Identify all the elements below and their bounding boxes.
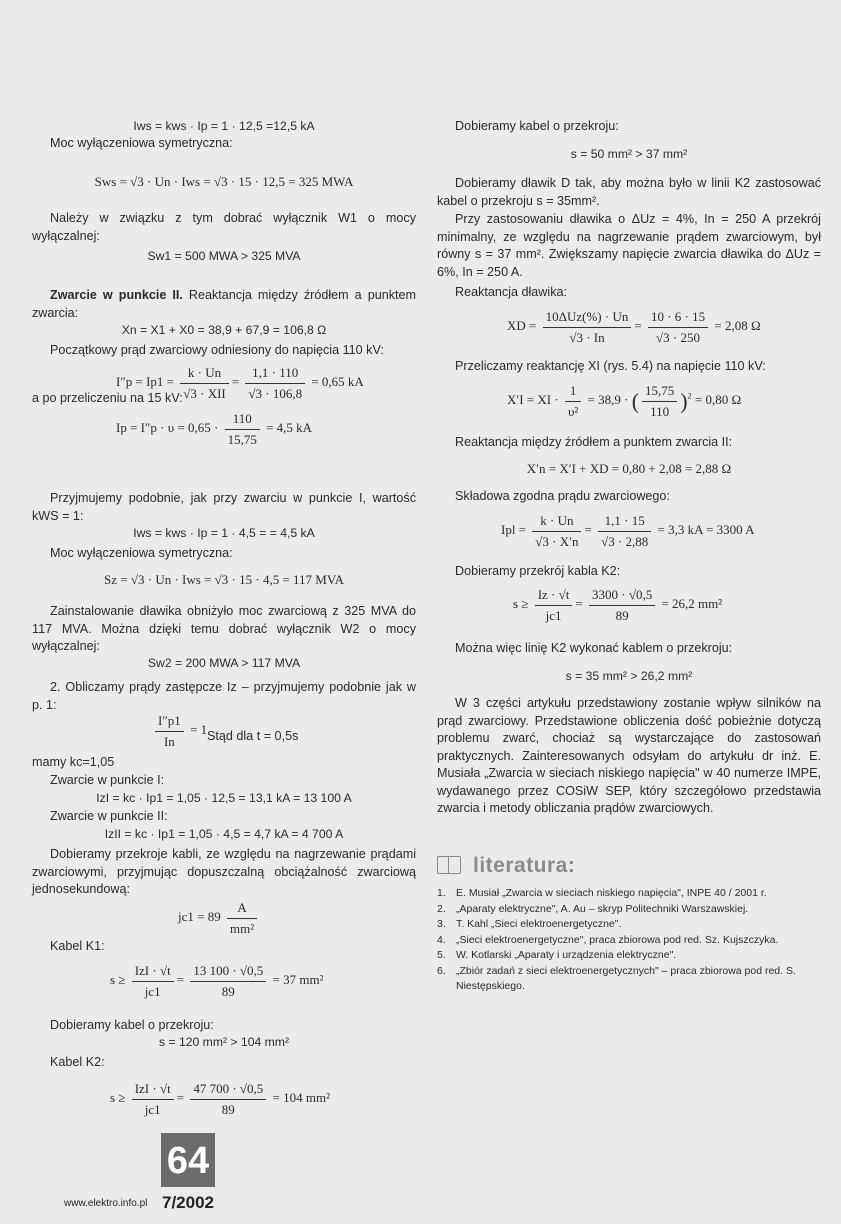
numerator: 15,75 [642,382,677,402]
denominator: √3 · XII [183,385,226,401]
denominator: √3 · X′n [535,533,579,549]
denominator: √3 · 106,8 [248,385,303,401]
paragraph: Zainstalowanie dławika obniżyło moc zwarciową z 325 MVA do 117 MVA. Można dzięki temu dobrać wyłącznik W2 o mocy wyłączalnej: [32,604,416,653]
numerator: 1 [565,382,581,402]
list-item [437,933,821,949]
paragraph: Reaktancja dławika: [455,285,568,299]
eq-result: = 0,80 Ω [694,391,742,407]
numerator: 3300 · √0,5 [589,586,655,606]
eq-lhs: s ≥ [110,971,126,987]
denominator: 110 [650,403,670,419]
denominator: √3 · In [569,329,605,345]
denominator: jc1 [545,607,562,623]
eq-lhs: s ≥ [513,595,529,611]
eq-result: = 26,2 mm² [661,595,723,611]
equation-ip1: I″p = Ip1 = $\frac{k \cdot Un}{\text{√3 · XII}}$ = $\frac{1,1 \cdot 110}{√3 \cdot 106,8}$ = 0,65 kA [116,365,364,401]
equation-sws: Sws = √3 · Un · Iws = √3 · 15 · 12,5 = 325 MWA [94,174,354,189]
fraction [132,1080,174,1118]
equation-izII: IzII = kc · Ip1 = 1,05 · 4,5 = 4,7 kA = 4 700 A [104,827,344,841]
paragraph: Dobieramy przekroje kabli, ze względu na nagrzewanie prądami zwarciowymi, przyjmując dopuszczalną obciążalność zwarciową jednosekundową: [32,847,416,896]
eq-result: = 1 [190,721,208,737]
paragraph: Dobieramy dławik D tak, aby można było w linii K2 zastosować kabel o przekroju s = 35mm². [437,176,821,208]
equation-iws-2: Iws = kws · Ip = 1 · 4,5 = = 4,5 kA [133,526,315,540]
paragraph: Można więc linię K2 wykonać kablem o przekroju: [455,641,733,655]
literatura-heading-text: literatura: [473,854,576,877]
fraction [543,308,632,346]
paragraph: Dobieramy kabel o przekroju: [50,1018,214,1032]
equation-iws-1: Iws = kws · Ip = 1 · 12,5 =12,5 kA [133,119,315,133]
equation-ratio [152,712,207,750]
paragraph-text: Reaktancja między źródłem a punktem zwarcia: [32,288,417,320]
list-item-text: W. Kotlarski „Aparaty i urządzenia elektryczne". [456,949,677,961]
list-item [437,902,821,918]
equation-xn2: X′n = X′I + XD = 0,80 + 2,08 = 2,88 Ω [526,461,732,476]
paragraph: Zwarcie w punkcie II: [50,809,168,823]
equation-k2: s ≥ $\frac{\text{IzI · √t}}{jc1}$ = $\frac{47 700 \cdot √0,5}{89}$ = 104 mm² [110,1081,330,1117]
fraction [642,382,677,420]
list-item [437,948,821,964]
fraction [190,962,266,1000]
equation-k2b: s ≥ $\frac{Iz \cdot √t}{jc1}$ = $\frac{3300 \cdot √0,5}{89}$ = 26,2 mm² [513,587,723,623]
fraction [535,586,573,624]
eq-lhs: X′I = XI · [507,391,559,407]
fraction [532,512,581,550]
denominator: In [163,733,175,749]
eq-lhs: Ip = I″p · υ = 0,65 · [116,419,219,435]
numerator: 10 · 6 · 15 [648,308,708,328]
eq-lhs: Ipl = [501,521,527,537]
fraction [180,364,229,402]
equation-sz: Sz = √3 · Un · Iws = √3 · 15 · 4,5 = 117 MVA [104,572,344,587]
numerator: 1,1 · 15 [598,512,651,532]
eq-result: = 3,3 kA = 3300 A [657,521,755,537]
list-item-text: „Aparaty elektryczne", A. Au – skryp Politechniki Warszawskiej. [456,902,749,915]
paragraph: a po przeliczeniu na 15 kV: [32,391,183,405]
bibliography-list [437,886,821,995]
list-item-number: 1. [437,887,446,899]
list-item [437,886,821,902]
equation-sw1: Sw1 = 500 MWA > 325 MVA [147,249,301,263]
list-item [437,964,821,995]
list-item-text: „Zbiór zadań z sieci elektroenergetycznych" – praca zbiorowa pod red. S. Niestępskiego. [456,964,796,992]
eq-lhs: s ≥ [110,1089,126,1105]
paragraph: Początkowy prąd zwarciowy odniesiony do napięcia 110 kV: [50,343,384,357]
denominator: jc1 [144,983,161,999]
numerator: Iz · √t [535,586,573,606]
paragraph: 2. Obliczamy prądy zastępcze Iz – przyjmujemy podobnie jak w p. 1: [32,680,416,712]
denominator: jc1 [144,1101,161,1117]
paragraph: Dobieramy kabel o przekroju: [455,119,619,133]
equation-xd: XD = $\frac{\text{10ΔUz(\%) · Un}}{√3 \cdot In}$ = $\frac{10 \cdot 6 \cdot 15}{√3 \cdot 250}$ = 2,08 Ω [507,309,761,345]
list-item-number: 5. [437,949,446,961]
fraction [565,382,581,420]
fraction [225,410,260,448]
paragraph: Zwarcie w punkcie I: [50,773,165,787]
numerator: 1,1 · 110 [245,364,305,384]
denominator: 89 [221,983,235,999]
paragraph-closing: W 3 części artykułu przedstawiony zostanie wpływ silników na prąd zwarciowy. Przedstawione obliczenia dość pobieżnie dotyczą problemu zwarć, chociaż są wystarczające do zastosowań praktycznych. Zainteresowanych odsyłam do artykułu dr inż. E. Musiała „Zwarcia w sieciach niskiego napięcia" w 40 numerze IMPE, wydawanego przez COSiW SEP, który szczegółowo przedstawia zwarcia i metody obliczania prądów zwarciowych. [437,696,821,815]
label-kabel-k1: Kabel K1: [50,939,105,953]
eq-result: = 4,5 kA [266,419,313,435]
equation-s50: s = 50 mm² > 37 mm² [570,147,688,161]
equation-s120: s = 120 mm² > 104 mm² [158,1035,290,1049]
list-item-number: 3. [437,918,446,930]
list-item-text: „Sieci elektroenergetyczne", praca zbiorowa pod red. Sz. Kujszczyka. [456,933,779,946]
book-icon [437,856,461,874]
section-label: Zwarcie w punkcie II. [50,288,183,302]
fraction [598,512,651,550]
eq-result: = 104 mm² [272,1089,330,1105]
list-item-number: 2. [437,902,446,915]
numerator: 110 [225,410,260,430]
paragraph: Należy w związku z tym dobrać wyłącznik W1 o mocy wyłączalnej: [32,211,416,243]
fraction [227,899,257,937]
denominator: 15,75 [227,431,257,447]
footer-issue: 7/2002 [162,1193,214,1212]
numerator: IzI · √t [132,1080,174,1100]
fraction [190,1080,266,1118]
paragraph: Dobieramy przekrój kabla K2: [455,564,621,578]
equation-ip [116,410,312,448]
page-number: 64 [161,1133,215,1187]
list-item-number: 4. [437,933,446,946]
paragraph: mamy kc=1,05 [32,755,115,769]
numerator: 10ΔUz(%) · Un [543,308,632,328]
eq-lhs: jc1 = 89 [178,908,221,924]
paren-close: ) [680,388,688,414]
numerator: k · Un [180,364,229,384]
numerator: k · Un [532,512,581,532]
list-item-text: T. Kahl „Sieci elektroenergetyczne". [456,918,622,930]
numerator: IzI · √t [132,962,174,982]
equation-jc1 [178,899,260,937]
numerator: 13 100 · √0,5 [190,962,266,982]
numerator: A [227,899,257,919]
equation-sw2: Sw2 = 200 MWA > 117 MVA [147,656,301,670]
denominator: υ² [567,403,579,419]
equation-k1: s ≥ $\frac{\text{IzI · √t}}{jc1}$ = $\frac{13 100 \cdot √0,5}{89}$ = 37 mm² [110,963,324,999]
paren-open: ( [631,388,640,414]
eq-lhs: I″p = Ip1 = [116,373,174,389]
equation-x1 [507,382,741,420]
paragraph: Moc wyłączeniowa symetryczna: [50,546,233,560]
fraction [132,962,174,1000]
paragraph: Przyjmujemy podobnie, jak przy zwarciu w punkcie I, wartość kWS = 1: [32,491,416,523]
paragraph: Reaktancja między źródłem a punktem zwarcia II: [455,435,733,449]
literatura-heading [437,856,575,875]
eq-result: = 2,08 Ω [714,317,761,333]
paragraph-zwarcie-2 [32,287,416,322]
list-item-number: 6. [437,964,446,977]
fraction [245,364,305,402]
numerator: 47 700 · √0,5 [190,1080,266,1100]
list-item-text: E. Musiał „Zwarcia w sieciach niskiego napięcia", INPE 40 / 2001 r. [456,887,767,899]
denominator: √3 · 2,88 [601,533,649,549]
label-kabel-k2: Kabel K2: [50,1055,105,1069]
denominator: mm² [229,920,255,936]
paragraph: Stąd dla t = 0,5s [207,729,299,743]
eq-result: = 37 mm² [272,971,324,987]
denominator: 89 [221,1101,235,1117]
equation-izI: IzI = kc · Ip1 = 1,05 · 12,5 = 13,1 kA = 13 100 A [96,791,352,805]
denominator: 89 [615,607,629,623]
numerator: I″p1 [155,712,184,732]
paragraph: Przeliczamy reaktancję XI (rys. 5.4) na napięcie 110 kV: [455,359,766,373]
equation-s35: s = 35 mm² > 26,2 mm² [565,669,693,683]
paragraph: Przy zastosowaniu dławika o ΔUz = 4%, In = 250 A przekrój minimalny, ze względu na nagrzewanie prądem zwarciowym, był równy s = 37 mm². Zwiększamy napięcie zwarcia dławika do ΔUz = 6%, In = 250 A. [437,212,821,279]
fraction [648,308,708,346]
denominator: √3 · 250 [656,329,700,345]
fraction [155,712,184,750]
equation-xn: Xn = X1 + X0 = 38,9 + 67,9 = 106,8 Ω [121,323,327,337]
paragraph: Moc wyłączeniowa symetryczna: [50,136,233,150]
eq-lhs: XD = [507,317,537,333]
footer-url: www.elektro.info.pl [64,1198,148,1209]
list-item [437,917,821,933]
exponent: 2 [687,391,692,401]
equation-ipl: Ipl = $\frac{k \cdot Un}{√3 \cdot X'n}$ = $\frac{1,1 \cdot 15}{√3 \cdot 2,88}$ = 3,3 kA = 3300 A [501,513,755,549]
eq-result: = 0,65 kA [311,373,364,389]
fraction [589,586,655,624]
paragraph: Składowa zgodna prądu zwarciowego: [455,489,670,503]
eq-mid: = 38,9 · [587,391,629,407]
